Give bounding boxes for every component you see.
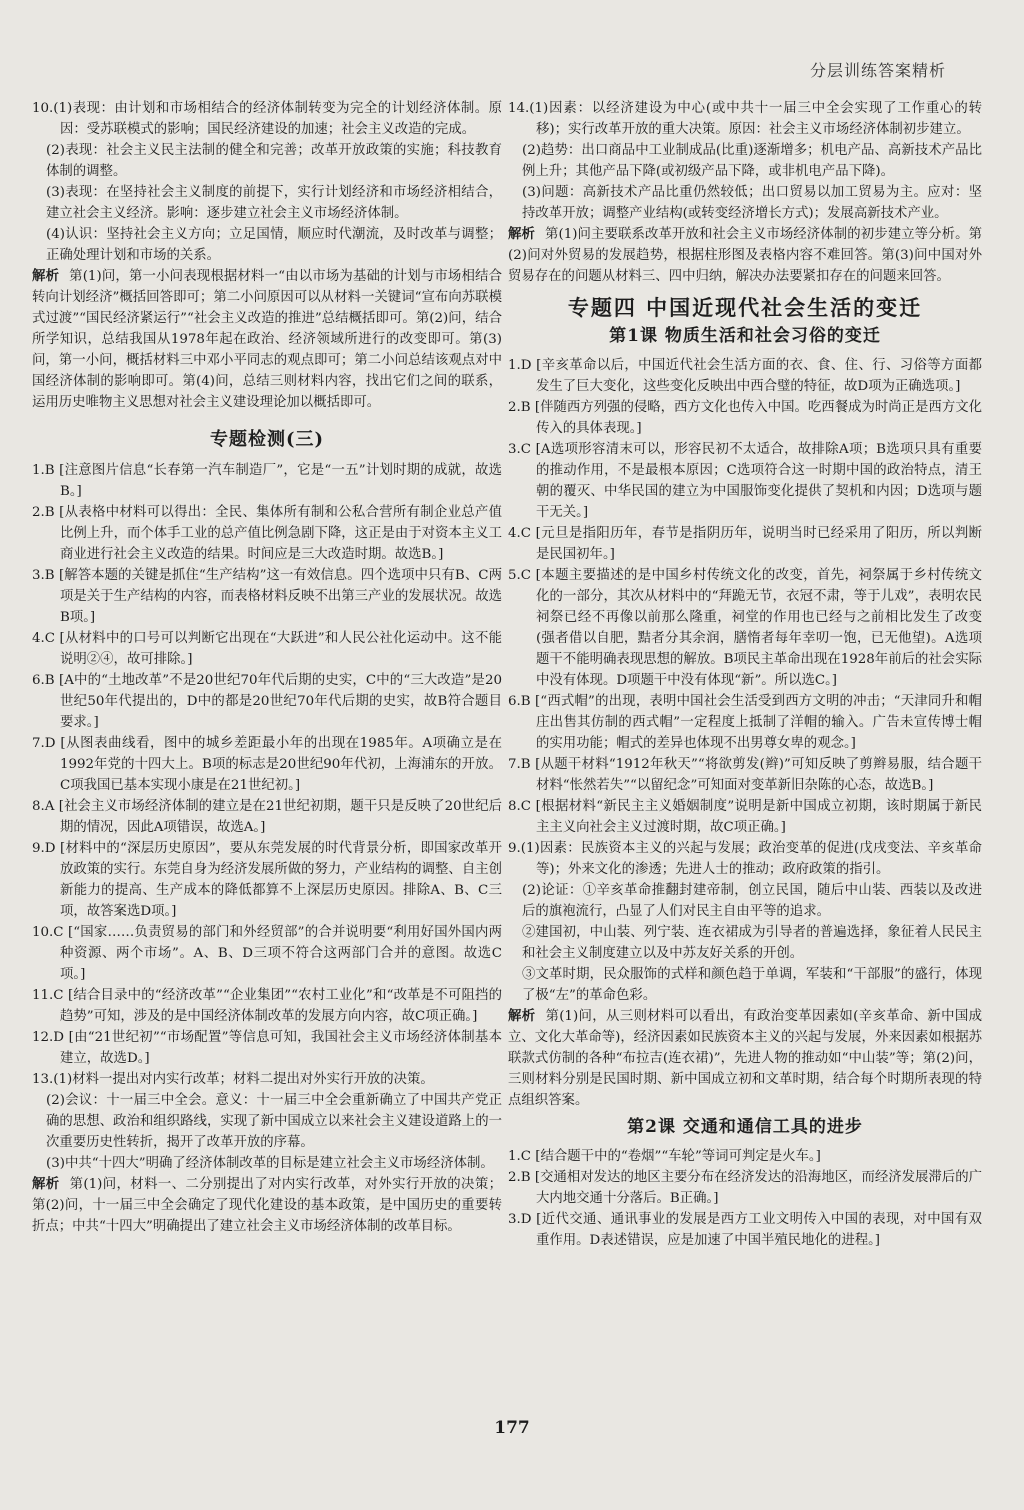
q10-part4: (4)认识：坚持社会主义方向；立足国情，顺应时代潮流，及时改革与调整；正确处理计划和市场的关系。 [46, 227, 502, 263]
answer-item: 6.B [A中的“土地改革”不是20世纪70年代后期的史实，C中的“三大改造”是20世纪50年代提出的，D中的都是20世纪70年代后期的史实，故B符合题目要求。] [32, 673, 502, 730]
answer-item: 10.C [“国家……负责贸易的部门和外经贸部”的合并说明要“利用好国外国内两种资源、两个市场”。A、B、D三项不符合这两部门合并的意图。故选C项。] [32, 925, 502, 982]
answer-item: 3.D [近代交通、通讯事业的发展是西方工业文明传入中国的表现，对中国有双重作用。D表述错误，应是加速了中国半殖民地化的进程。] [508, 1212, 982, 1248]
q14-part2: (2)趋势：出口商品中工业制成品(比重)逐渐增多；机电产品、高新技术产品比例上升；其他产品下降(或初级产品下降，或非机电产品下降)。 [522, 143, 982, 179]
answer-item: 12.D [由“21世纪初”“市场配置”等信息可知，我国社会主义市场经济体制基本建立，故选D。] [32, 1030, 502, 1066]
q14-part1: 14.(1)因素：以经济建设为中心(或中共十一届三中全会实现了工作重心的转移)；实行改革开放的重大决策。原因：社会主义市场经济体制初步建立。 [508, 101, 982, 137]
q13-part3: (3)中共“十四大”明确了经济体制改革的目标是建立社会主义市场经济体制。 [46, 1156, 494, 1171]
answer-item: 8.C [根据材料“新民主主义婚姻制度”说明是新中国成立初期，该时期属于新民主主义向社会主义过渡时期，故C项正确。] [508, 799, 982, 835]
answer-item: 1.B [注意图片信息“长春第一汽车制造厂”，它是“一五”计划时期的成就，故选B。] [32, 463, 502, 499]
lesson-1-title: 第1课 物质生活和社会习俗的变迁 [609, 326, 881, 346]
q13-part1: 13.(1)材料一提出对内实行改革；材料二提出对外实行开放的决策。 [32, 1072, 434, 1087]
running-header: 分层训练答案精析 [809, 61, 946, 80]
analysis-label: 解析 [32, 268, 60, 284]
answer-item: 4.C [从材料中的口号可以判断它出现在“大跃进”和人民公社化运动中。这不能说明②④，故可排除。] [32, 631, 502, 667]
answer-item: 1.D [辛亥革命以后，中国近代社会生活方面的衣、食、住、行、习俗等方面都发生了巨大变化，这些变化反映出中西合璧的特征，故D项为正确选项。] [508, 358, 982, 394]
q13-analysis: 解析 第(1)问，材料一、二分别提出了对内实行改革，对外实行开放的决策；第(2)问，十一届三中全会确定了现代化建设的基本政策，是中国历史的重要转折点；中共“十四大”明确提出了建立社会主义市场经济体制的改革目标。 [32, 1176, 503, 1234]
q9-part1: 9.(1)因素：民族资本主义的兴起与发展；政治变革的促进(戊戌变法、辛亥革命等)；外来文化的渗透；先进人士的推动；政府政策的指引。 [508, 841, 982, 877]
topic-title: 专题四 中国近现代社会生活的变迁 [567, 295, 923, 320]
q9-part4: ③文革时期，民众服饰的式样和颜色趋于单调，军装和“干部服”的盛行，体现了极“左”的革命色彩。 [522, 967, 982, 1003]
analysis-label: 解析 [508, 1008, 536, 1024]
page-number: 177 [494, 1418, 530, 1438]
q10-analysis: 解析 第(1)问，第一小问表现根据材料一“由以市场为基础的计划与市场相结合转向计划经济”概括回答即可；第二小问原因可以从材料一关键词“宣布向苏联模式过渡”“国民经济紧运行”“社会主义改造的推进”总结概括即可。第(2)问，结合所学知识，总结我国从1978年起在政治、经济领域所进行的改变即可。第(3)问，第一小问，概括材料三中邓小平同志的观点即可；第二小问总结该观点对中国经济体制的影响即可。第(4)问，总结三则材料内容，找出它们之间的联系，运用历史唯物主义思想对社会主义建设理论加以概括即可。 [32, 268, 503, 410]
answer-item: 1.C [结合题干中的“卷烟”“车轮”等词可判定是火车。] [508, 1149, 821, 1164]
answer-item: 3.B [解答本题的关键是抓住“生产结构”这一有效信息。四个选项中只有B、C两项是关于生产结构的内容，而表格材料反映不出第三产业的发展状况。故选B项。] [32, 568, 502, 625]
answer-item: 4.C [元旦是指阳历年，春节是指阴历年，说明当时已经采用了阳历，所以判断是民国初年。] [508, 526, 982, 562]
answer-item: 7.B [从题干材料“1912年秋天”“将欲剪发(辫)”可知反映了剪辫易服，结合题干材料“怅然若失”“以留纪念”可知面对变革新旧杂陈的心态，故选B。] [508, 757, 982, 793]
q9-part2: (2)论证：①辛亥革命推翻封建帝制，创立民国，随后中山装、西装以及改进后的旗袍流行，凸显了人们对民主自由平等的追求。 [522, 883, 982, 919]
q13-part2: (2)会议：十一届三中全会。意义：十一届三中全会重新确立了中国共产党正确的思想、政治和组织路线，实现了新中国成立以来社会主义建设道路上的一次重要历史性转折，揭开了改革开放的序幕。 [46, 1093, 502, 1150]
section-title: 专题检测(三) [209, 429, 325, 450]
answer-item: 9.D [材料中的“深层历史原因”，要从东莞发展的时代背景分析，即国家改革开放政策的实行。东莞自身为经济发展所做的努力，产业结构的调整、自主创新能力的提高、生产成本的降低都算不上深层历史原因。排除A、B、C三项，故答案选D项。] [32, 841, 502, 919]
q9-part3: ②建国初，中山装、列宁装、连衣裙成为引导者的普遍选择，象征着人民民主和社会主义制度建立以及中苏友好关系的开创。 [522, 925, 982, 961]
analysis-label: 解析 [32, 1176, 60, 1192]
q10-part1: 10.(1)表现：由计划和市场相结合的经济体制转变为完全的计划经济体制。原因：受苏联模式的影响；国民经济建设的加速；社会主义改造的完成。 [32, 101, 502, 137]
answer-item: 3.C [A选项形容清末可以，形容民初不太适合，故排除A项；B选项只具有重要的推动作用，不是最根本原因；C选项符合这一时期中国的政治特点，清王朝的覆灭、中华民国的建立为中国服饰变化提供了契机和内因；D选项与题干无关。] [508, 442, 982, 520]
answer-item: 7.D [从图表曲线看，图中的城乡差距最小年的出现在1985年。A项确立是在1992年党的十四大上。B项的标志是20世纪90年代初，上海浦东的开放。C项我国已基本实现小康是在21世纪初。] [32, 736, 502, 793]
q14-analysis: 解析 第(1)问主要联系改革开放和社会主义市场经济体制的初步建立等分析。第(2)问对外贸易的发展趋势，根据柱形图及表格内容不难回答。第(3)问中国对外贸易存在的问题从材料三、四中归纳，解决办法要紧扣存在的问题来回答。 [508, 226, 983, 284]
answer-item: 11.C [结合目录中的“经济改革”“企业集团”“农村工业化”和“改革是不可阻挡的趋势”可知，涉及的是中国经济体制改革的发展方向内容，故C项正确。] [32, 988, 502, 1024]
q10-part2: (2)表现：社会主义民主法制的健全和完善；改革开放政策的实施；科技教育体制的调整。 [46, 143, 502, 179]
answer-item: 2.B [交通相对发达的地区主要分布在经济发达的沿海地区，而经济发展滞后的广大内地交通十分落后。B正确。] [508, 1170, 982, 1206]
q9-analysis: 解析 第(1)问，从三则材料可以看出，有政治变革因素如(辛亥革命、新中国成立、文化大革命等)，经济因素如民族资本主义的兴起与发展，外来因素如根据苏联款式仿制的各种“布拉吉(连衣裙)”，先进人物的推动如“中山装”等；第(2)问，三则材料分别是民国时期、新中国成立初和文革时期，结合每个时期所表现的特点组织答案。 [508, 1008, 982, 1108]
q14-part3: (3)问题：高新技术产品比重仍然较低；出口贸易以加工贸易为主。应对：坚持改革开放；调整产业结构(或转变经济增长方式)；发展高新技术产业。 [522, 185, 982, 221]
q10-part3: (3)表现：在坚持社会主义制度的前提下，实行计划经济和市场经济相结合，建立社会主义经济。影响：逐步建立社会主义市场经济体制。 [46, 185, 502, 221]
answer-item: 5.C [本题主要描述的是中国乡村传统文化的改变，首先，祠祭属于乡村传统文化的一部分，其次从材料中的“拜跪无节，衣冠不肃，等于儿戏”，表明农民祠祭已经不再像以前那么隆重，祠堂的作用也已经与之前相比发生了改变(强者借以自肥，黠者分其余润，膳惰者每年幸叨一饱，已无他望)。A选项题干不能明确表现思想的解放。B项民主革命出现在1928年前后的社会实际中没有体现。D项题干中没有体现“新”。所以选C。] [508, 568, 982, 688]
left-column [32, 98, 502, 1237]
lesson-2-title: 第2课 交通和通信工具的进步 [627, 1117, 863, 1137]
right-column [508, 98, 982, 1251]
answer-item: 2.B [从表格中材料可以得出：全民、集体所有制和公私合营所有制企业总产值比例上升，而个体手工业的总产值比例急剧下降，这正是由于对资本主义工商业进行社会主义改造的结果。时间应是三大改造时期。故选B。] [32, 505, 502, 562]
answer-item: 6.B [“西式帽”的出现，表明中国社会生活受到西方文明的冲击；“天津同升和帽庄出售其仿制的西式帽”一定程度上抵制了洋帽的输入。广告未宣传博士帽的实用功能；帽式的差异也体现不出男尊女卑的观念。] [508, 694, 982, 751]
analysis-label: 解析 [508, 226, 535, 242]
answer-item: 8.A [社会主义市场经济体制的建立是在21世纪初期，题干只是反映了20世纪后期的情况，因此A项错误，故选A。] [32, 799, 502, 835]
answer-item: 2.B [伴随西方列强的侵略，西方文化也传入中国。吃西餐成为时尚正是西方文化传入的具体表现。] [508, 400, 982, 436]
